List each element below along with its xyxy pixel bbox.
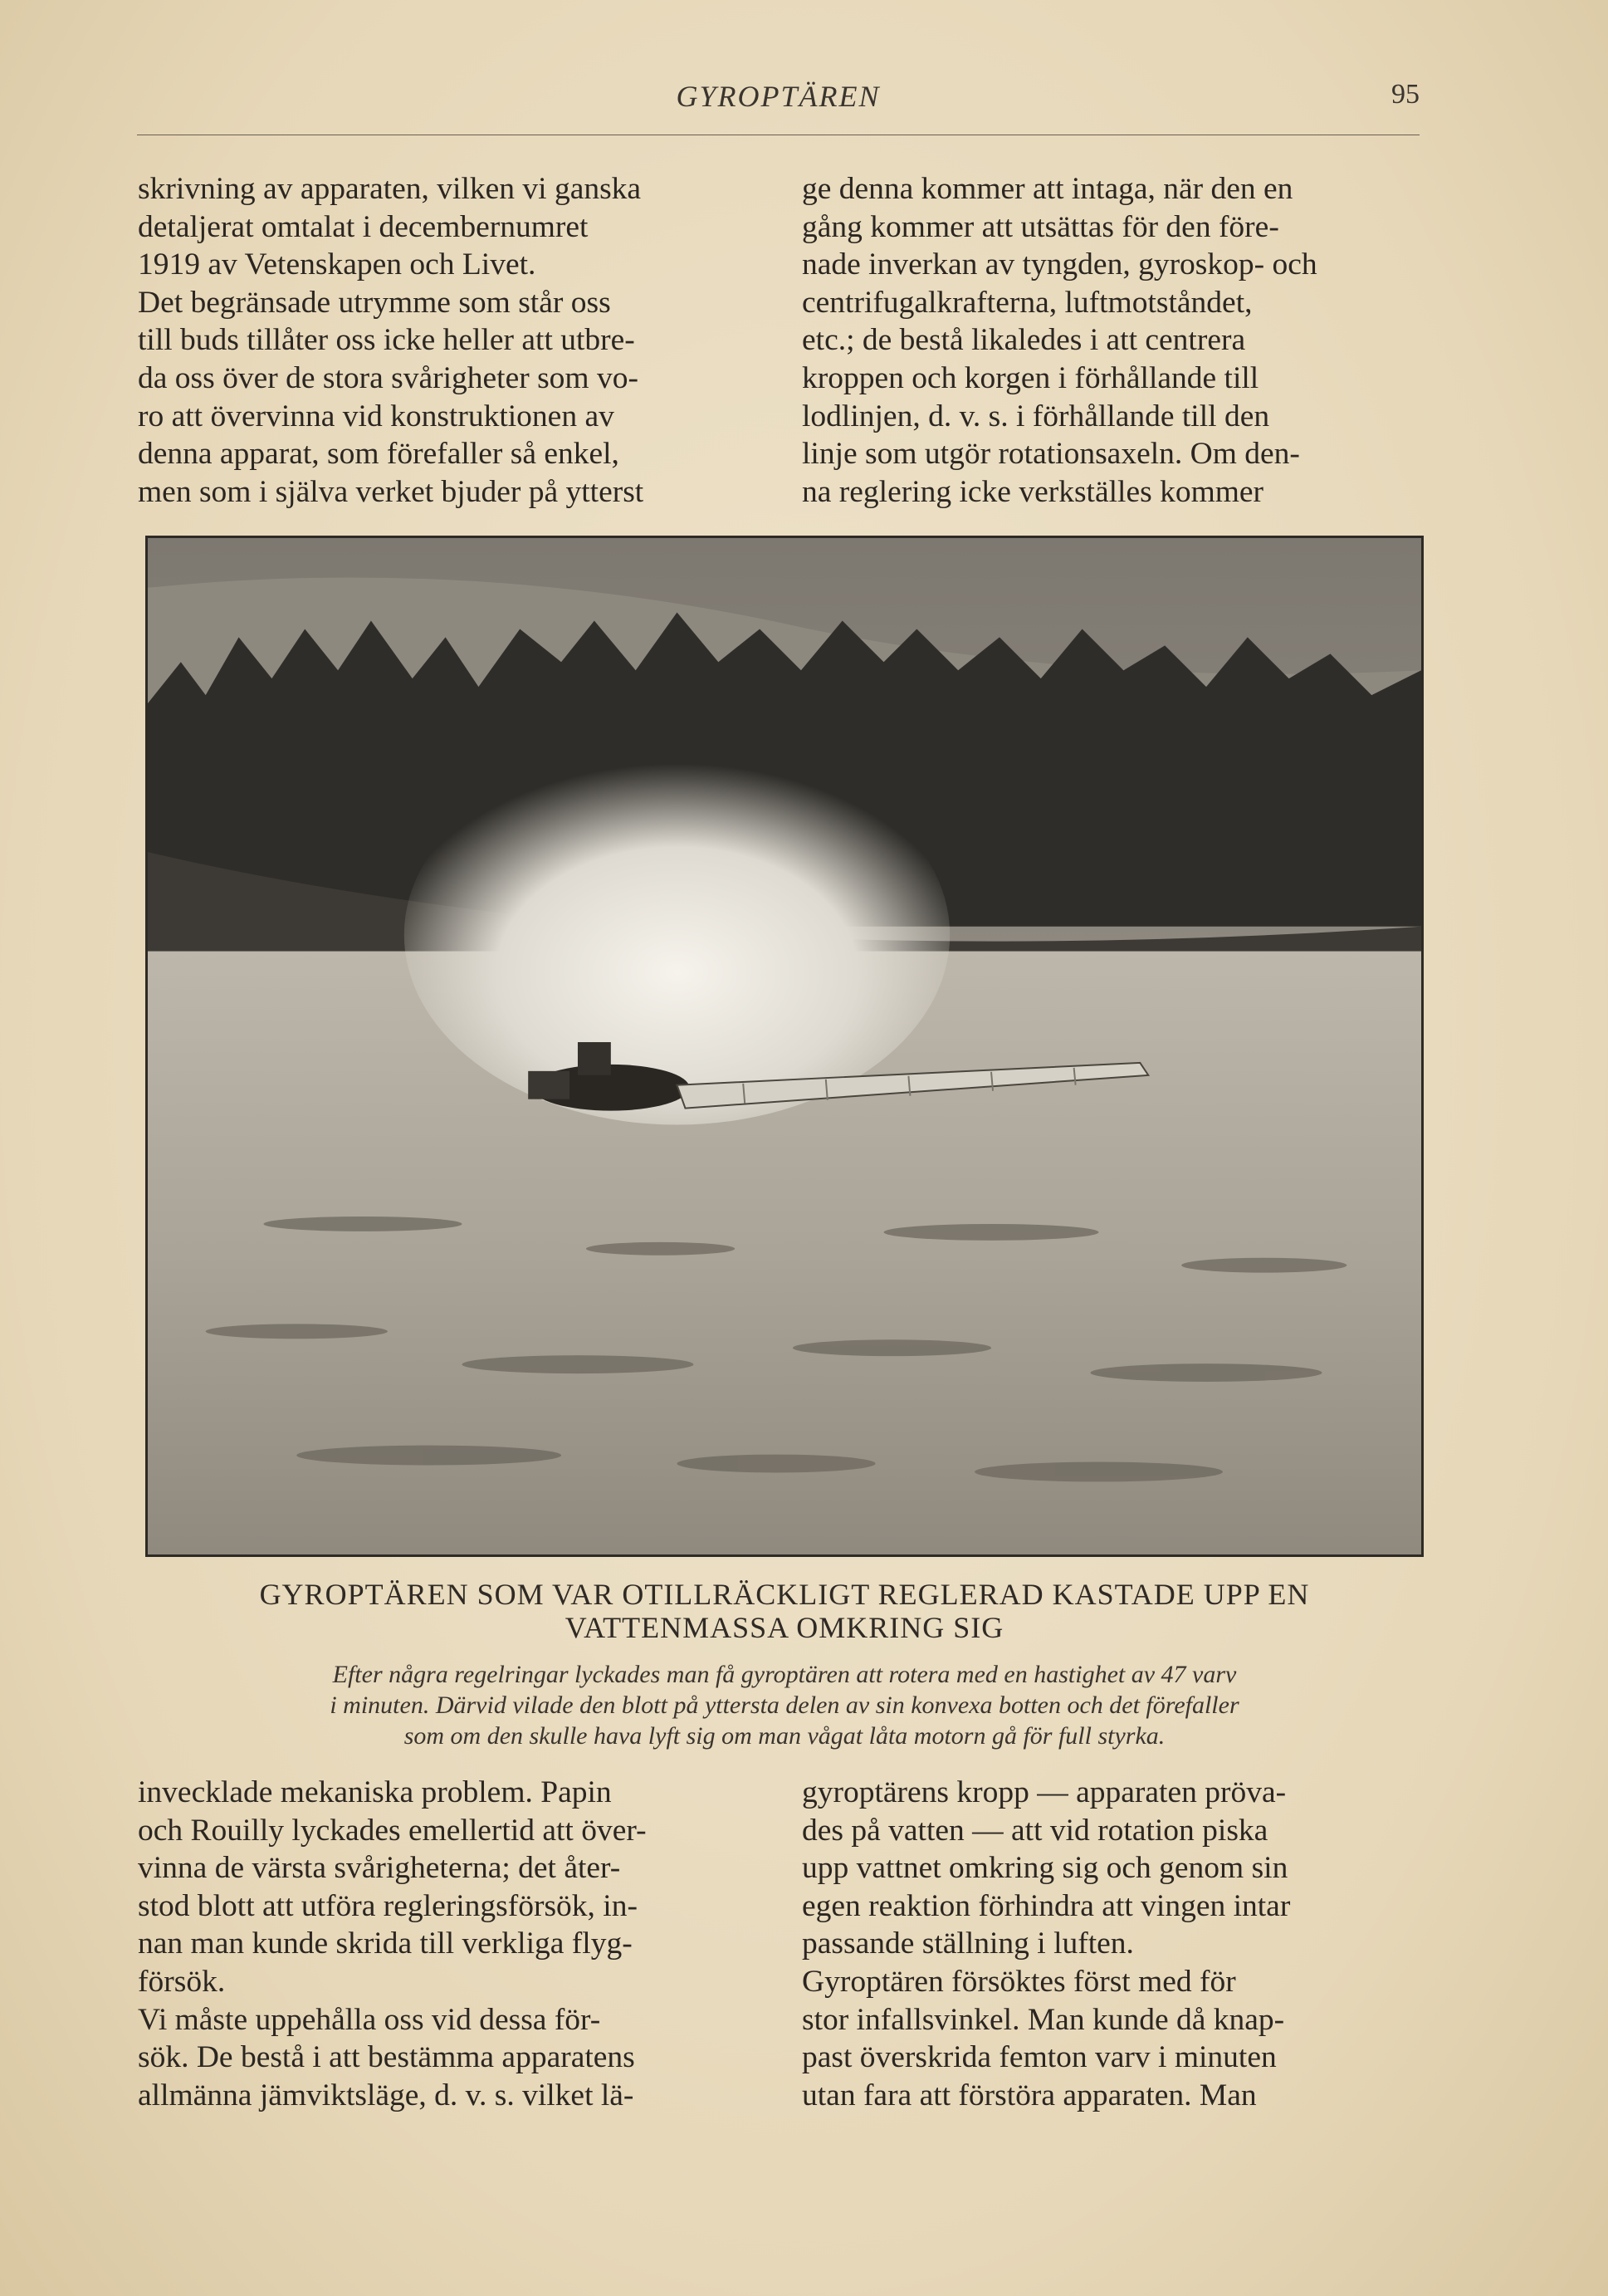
column-bottom-left xyxy=(138,1774,756,2114)
column-top-left xyxy=(138,170,756,511)
running-title: GYROPTÄREN xyxy=(676,80,881,113)
page-number: 95 xyxy=(1391,79,1420,110)
column-bottom-right xyxy=(802,1774,1420,2114)
paragraph-top-right: ge denna kommer att intaga, när den en gång kommer att utsättas för den före- nade inverkan av tyngden, gyroskop- och centrifugalkrafterna, luftmotståndet, etc.; de bestå likaledes i att centrera kroppen och korgen i förhållande till lodlinjen, d. v. s. i förhållande till den linje som utgör rotationsaxeln. Om den- na reglering icke verkställes kommer xyxy=(802,172,1317,509)
paragraph-bottom-right: gyroptärens kropp — apparaten pröva- des på vatten — att vid rotation piska upp vattnet omkring sig och genom sin egen reaktion förhindra att vingen intar passande ställning i luften. Gyroptären försöktes först med för stor infallsvinkel. Man kunde då knap- past överskrida femton varv i minuten utan fara att förstöra apparaten. Man xyxy=(802,1775,1291,2112)
figure-caption-title: GYROPTÄREN SOM VAR OTILLRÄCKLIGT REGLERAD KASTADE UPP EN VATTENMASSA OMKRING SIG xyxy=(259,1578,1310,1644)
photo-gyroptaren-on-water xyxy=(145,536,1424,1557)
photo-illustration xyxy=(148,538,1421,1554)
column-top-right xyxy=(802,170,1420,511)
figure-caption-text: Efter några regelringar lyckades man få gyroptären att rotera med en hastighet av 47 varv i minuten. Därvid vilade den blott på yttersta delen av sin konvexa botten och det förefaller som om den skulle hava lyft sig om man vågat låta motorn gå för full styrka. xyxy=(330,1661,1239,1750)
paragraph-top-left: skrivning av apparaten, vilken vi ganska detaljerat omtalat i decembernumret 1919 av Vetenskapen och Livet. Det begränsade utrymme som står oss till buds tillåter oss icke heller att utbre- da oss över de stora svårigheter som vo- ro att övervinna vid konstruktionen av denna apparat, som förefaller så enkel, men som i själva verket bjuder på ytterst xyxy=(138,172,644,509)
paragraph-bottom-left: invecklade mekaniska problem. Papin och Rouilly lyckades emellertid att över- vinna de värsta svårigheterna; det åter- stod blott att utföra regleringsförsök, in- nan man kunde skrida till verkliga flyg- försök. Vi måste uppehålla oss vid dessa för- sök. De bestå i att bestämma apparatens allmänna jämviktsläge, d. v. s. vilket lä- xyxy=(138,1775,647,2112)
running-head xyxy=(137,79,1420,129)
